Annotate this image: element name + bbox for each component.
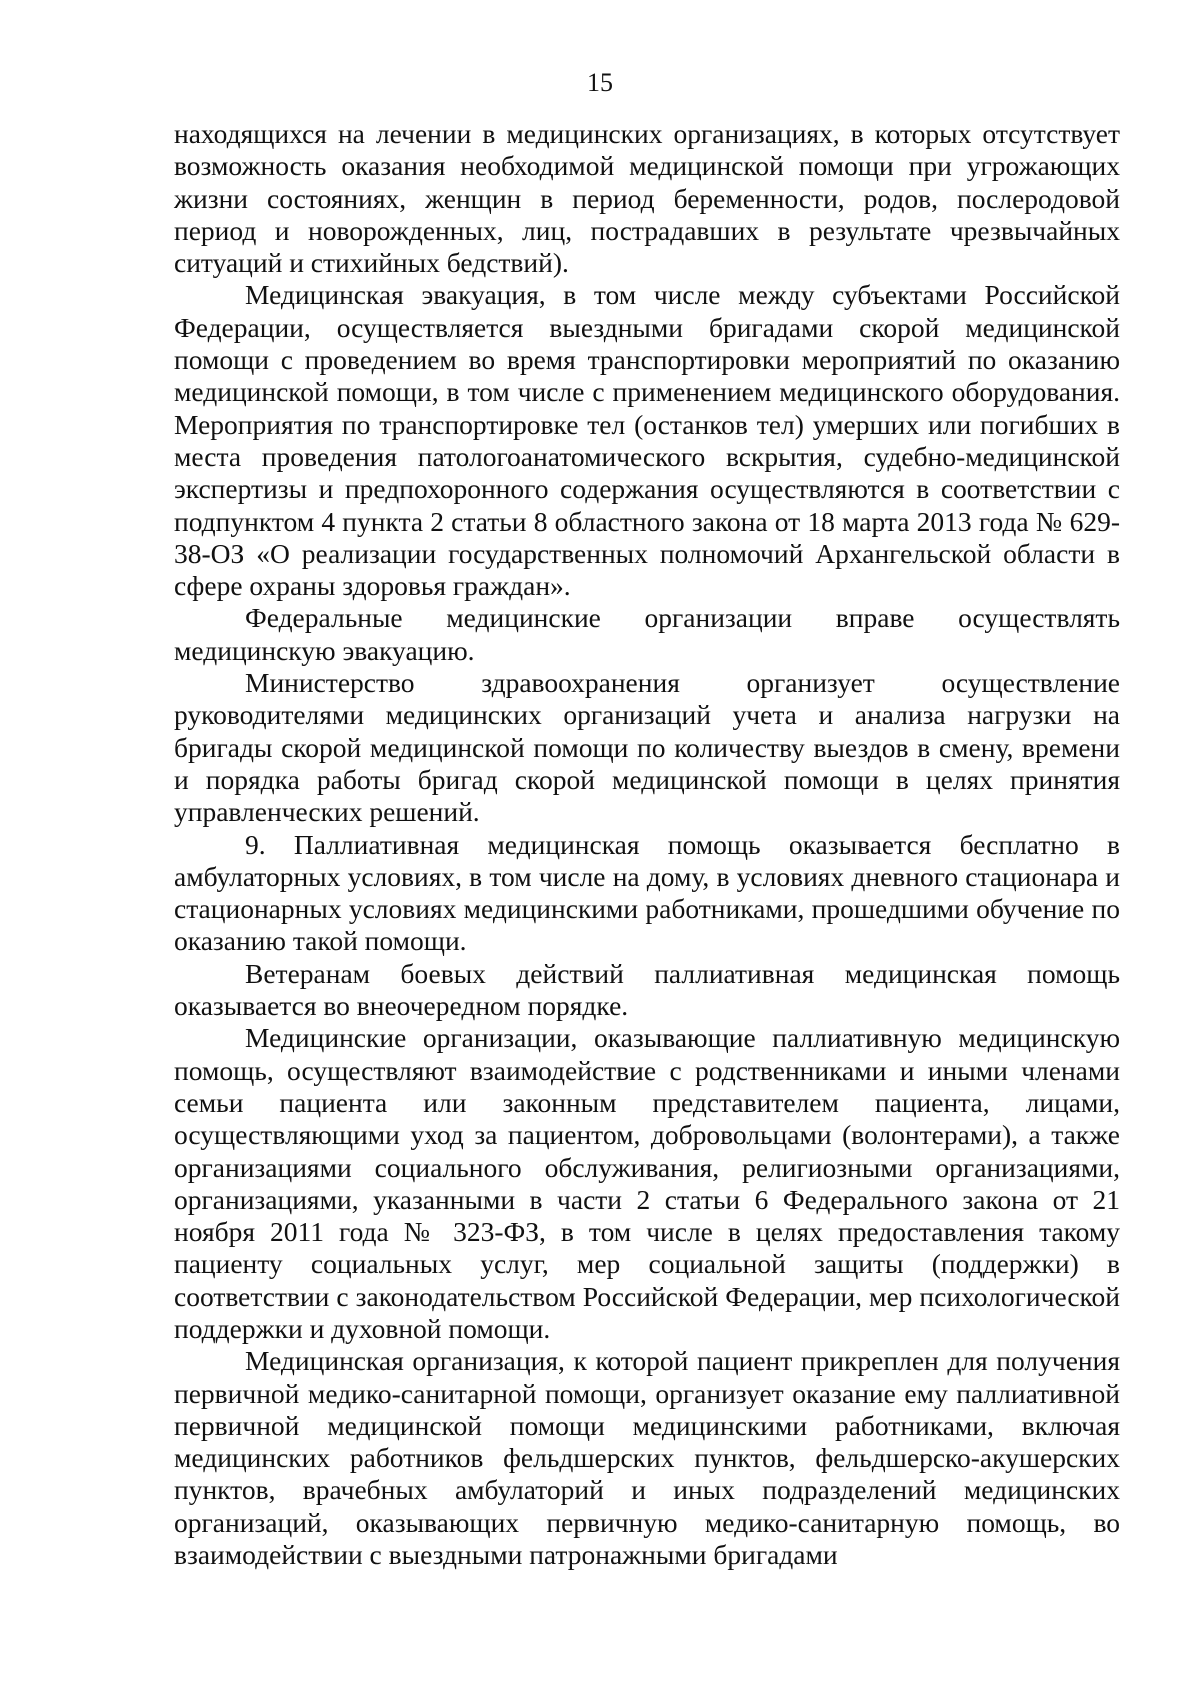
paragraph-1: находящихся на лечении в медицинских организациях, в которых отсутствует возможность оказания необходимой медицинской помощи при угрожающих жизни состояниях, женщин в период беременности, родов, послеродовой период и новорожденных, лиц, пострадавших в результате чрезвычайных ситуаций и стихийных бедствий). — [174, 118, 1120, 279]
paragraph-6: Ветеранам боевых действий паллиативная медицинская помощь оказывается во внеочередном порядке. — [174, 957, 1120, 1022]
paragraph-7: Медицинские организации, оказывающие паллиативную медицинскую помощь, осуществляют взаимодействие с родственниками и иными членами семьи пациента или законным представителем пациента, лицами, осуществляющими уход за пациентом, добровольцами (волонтерами), а также организациями социального обслуживания, религиозными организациями, организациями, указанными в части 2 статьи 6 Федерального закона от 21 ноября 2011 года № 323-ФЗ, в том числе в целях предоставления такому пациенту социальных услуг, мер социальной защиты (поддержки) в соответствии с законодательством Российской Федерации, мер психологической поддержки и духовной помощи. — [174, 1022, 1120, 1344]
paragraph-4: Министерство здравоохранения организует осуществление руководителями медицинских организаций учета и анализа нагрузки на бригады скорой медицинской помощи по количеству выездов в смену, времени и порядка работы бригад скорой медицинской помощи в целях принятия управленческих решений. — [174, 667, 1120, 828]
paragraph-3: Федеральные медицинские организации вправе осуществлять медицинскую эвакуацию. — [174, 602, 1120, 666]
paragraph-2: Медицинская эвакуация, в том числе между субъектами Российской Федерации, осуществляется выездными бригадами скорой медицинской помощи с проведением во время транспортировки мероприятий по оказанию медицинской помощи, в том числе с применением медицинского оборудования. Мероприятия по транспортировке тел (останков тел) умерших или погибших в места проведения патологоанатомического вскрытия, судебно-медицинской экспертизы и предпохоронного содержания осуществляются в соответствии с подпунктом 4 пункта 2 статьи 8 областного закона от 18 марта 2013 года № 629-38-ОЗ «О реализации государственных полномочий Архангельской области в сфере охраны здоровья граждан». — [174, 279, 1120, 602]
document-body — [174, 118, 1120, 1571]
page-number: 15 — [587, 68, 613, 97]
paragraph-5: 9. Паллиативная медицинская помощь оказывается бесплатно в амбулаторных условиях, в том числе на дому, в условиях дневного стационара и стационарных условиях медицинскими работниками, прошедшими обучение по оказанию такой помощи. — [174, 828, 1120, 957]
paragraph-8: Медицинская организация, к которой пациент прикреплен для получения первичной медико-санитарной помощи, организует оказание ему паллиативной первичной медицинской помощи медицинскими работниками, включая медицинских работников фельдшерских пунктов, фельдшерско-акушерских пунктов, врачебных амбулаторий и иных подразделений медицинских организаций, оказывающих первичную медико-санитарную помощь, во взаимодействии с выездными патронажными бригадами — [174, 1345, 1120, 1571]
